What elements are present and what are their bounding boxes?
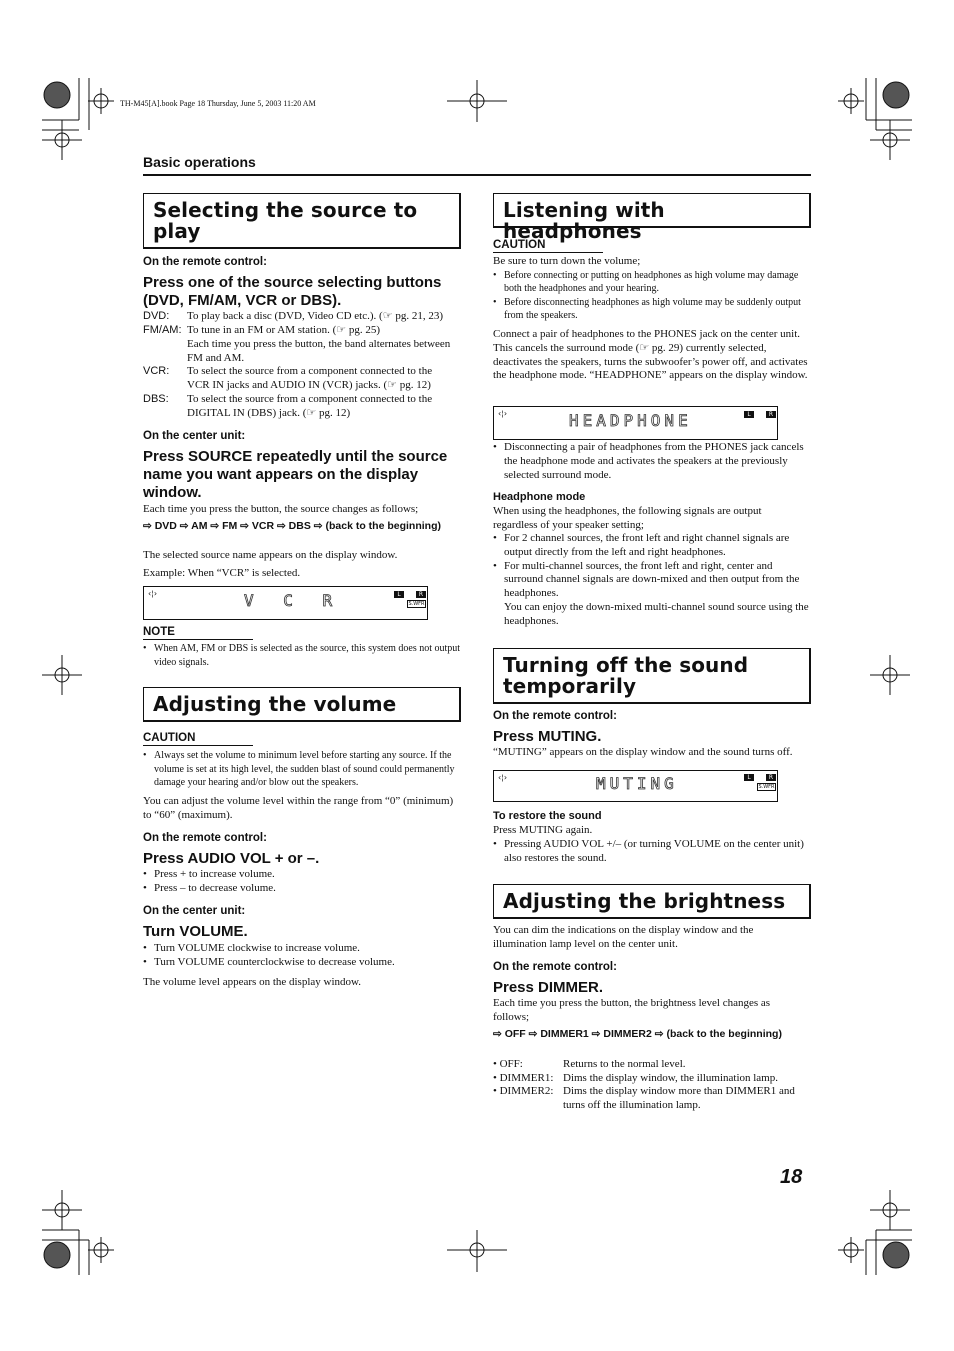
restore-label: To restore the sound <box>493 810 602 822</box>
each-time-text: Each time you press the button, the source changes as follows; <box>143 503 419 515</box>
list-item: • For multi-channel sources, the front left and right, center and surround channel signals are down-mixed and then output from the headphones. <box>493 560 811 601</box>
level-term: DIMMER2: <box>499 1085 554 1097</box>
level-dimmer1: • DIMMER1: <box>493 1072 554 1084</box>
display-indicator-icon: ‹¦› <box>148 589 158 598</box>
level-off: • OFF: <box>493 1058 523 1070</box>
list-item: • Before connecting or putting on headphones as high volume may damage both the headphones and your hearing. <box>493 269 811 296</box>
section-title-brightness: Adjusting the brightness <box>493 884 811 919</box>
display-window-headphone <box>493 406 778 440</box>
display-indicator-icon: ‹¦› <box>498 409 508 418</box>
remote-label: On the remote control: <box>493 961 617 973</box>
center-label: On the center unit: <box>143 905 246 917</box>
list-item: • Before disconnecting headphones as high volume may be suddenly output from the speakers. <box>493 296 811 323</box>
term-dvd-desc: To play back a disc (DVD, Video CD etc.). (☞ pg. 21, 23) <box>187 310 443 322</box>
level-dimmer2-desc: Dims the display window more than DIMMER1 and turns off the illumination lamp. <box>563 1085 795 1111</box>
headphone-mode-label: Headphone mode <box>493 491 586 503</box>
caution-item: • Always set the volume to minimum level before starting any source. If the volume is set at its high level, the sudden blast of sound could permanently damage your hearing and/or blow out the speakers. <box>143 749 463 790</box>
disconnect-list <box>493 441 811 482</box>
list-item: • Turn VOLUME counterclockwise to decrease volume. <box>143 956 463 970</box>
range-text: You can adjust the volume level within the range from “0” (minimum) to “60” (maximum). <box>143 795 454 821</box>
note-item: • When AM, FM or DBS is selected as the source, this system does not output video signals. <box>143 642 463 669</box>
mode-intro: When using the headphones, the following signals are output regardless of your speaker setting; <box>493 505 762 531</box>
center-label: On the center unit: <box>143 430 246 442</box>
section-title-volume: Adjusting the volume <box>143 687 461 722</box>
display-window-muting <box>493 770 778 802</box>
note-label: NOTE <box>143 626 253 640</box>
r-indicator: R <box>766 411 776 418</box>
list-item: • Press – to decrease volume. <box>143 882 453 896</box>
term-dvd: DVD: <box>143 310 170 322</box>
section-title-muting: Turning off the sound temporarily <box>493 648 811 704</box>
center-volume-list <box>143 942 463 970</box>
muting-appears: “MUTING” appears on the display window and the sound turns off. <box>493 746 793 758</box>
list-item: • Turn VOLUME clockwise to increase volume. <box>143 942 463 956</box>
term-fmam: FM/AM: <box>143 324 182 336</box>
term-dbs: DBS: <box>143 393 169 405</box>
r-indicator: R <box>416 591 426 598</box>
example-text: Example: When “VCR” is selected. <box>143 567 301 579</box>
connect-text: Connect a pair of headphones to the PHONES jack on the center unit. This cancels the surround mode (☞ pg. 29) currently selected, deactivates the speakers, turns the subwoofer’s power off, and activates the headphone mode. “HEADPHONE” appears on the display window. <box>493 328 808 382</box>
subwoofer-indicator: S.WFR <box>408 601 425 607</box>
section-title-headphones: Listening with headphones <box>493 193 811 228</box>
level-dimmer2: • DIMMER2: <box>493 1085 554 1097</box>
volume-appears-text: The volume level appears on the display window. <box>143 976 362 988</box>
display-text: HEADPHONE <box>569 411 692 430</box>
level-term: OFF: <box>499 1058 523 1070</box>
selected-note: The selected source name appears on the display window. <box>143 549 398 561</box>
level-term: DIMMER1: <box>499 1072 554 1084</box>
source-sequence: ⇨ DVD ⇨ AM ⇨ FM ⇨ VCR ⇨ DBS ⇨ (back to the beginning) <box>143 520 441 532</box>
list-item: • For 2 channel sources, the front left and right channel signals are output directly from the left and right headphones. <box>493 532 811 560</box>
caution-label: CAUTION <box>143 732 253 746</box>
restore-list <box>493 838 811 866</box>
instruction-turn-volume: Turn VOLUME. <box>143 923 248 940</box>
dimmer-sequence: ⇨ OFF ⇨ DIMMER1 ⇨ DIMMER2 ⇨ (back to the beginning) <box>493 1028 782 1040</box>
caution-list <box>143 749 463 790</box>
restore-text: Press MUTING again. <box>493 824 593 836</box>
term-vcr: VCR: <box>143 365 170 377</box>
remote-volume-list <box>143 868 453 896</box>
page-number: 18 <box>780 1166 803 1188</box>
term-fmam-extra: Each time you press the button, the band alternates between FM and AM. <box>187 338 451 364</box>
l-indicator: L <box>744 774 754 781</box>
term-vcr-desc: To select the source from a component connected to the VCR IN jacks and AUDIO IN (VCR) jacks. (☞ pg. 12) <box>187 365 433 391</box>
remote-label: On the remote control: <box>493 710 617 722</box>
level-off-desc: Returns to the normal level. <box>563 1058 686 1070</box>
list-item: • Disconnecting a pair of headphones from the PHONES jack cancels the headphone mode and activates the speakers at the previously selected surround mode. <box>493 441 811 482</box>
caution-label: CAUTION <box>493 239 603 253</box>
display-window-vcr <box>143 586 428 620</box>
term-dbs-desc: To select the source from a component connected to the DIGITAL IN (DBS) jack. (☞ pg. 12) <box>187 393 433 419</box>
note-list <box>143 642 463 669</box>
remote-label: On the remote control: <box>143 256 267 268</box>
list-item: • Pressing AUDIO VOL +/– (or turning VOLUME on the center unit) also restores the sound. <box>493 838 811 866</box>
mode-extra: You can enjoy the down-mixed multi-channel sound source using the headphones. <box>504 601 809 627</box>
display-indicator-icon: ‹¦› <box>498 773 508 782</box>
instruction-dimmer: Press DIMMER. <box>493 979 604 996</box>
display-text: MUTING <box>596 774 678 793</box>
subwoofer-indicator: S.WFR <box>758 784 775 790</box>
instruction-source: Press SOURCE repeatedly until the source name you want appears on the display window. <box>143 448 448 501</box>
r-indicator: R <box>766 774 776 781</box>
brightness-intro: You can dim the indications on the display window and the illumination lamp level on the center unit. <box>493 924 754 950</box>
level-dimmer1-desc: Dims the display window, the illumination lamp. <box>563 1072 778 1084</box>
caution-list <box>493 269 811 322</box>
display-text: V C R <box>244 591 343 610</box>
header-rule <box>143 174 811 176</box>
l-indicator: L <box>394 591 404 598</box>
instruction: Press one of the source selecting buttons (DVD, FM/AM, VCR or DBS). <box>143 274 442 309</box>
dimmer-each-time: Each time you press the button, the brightness level changes as follows; <box>493 997 771 1023</box>
caution-intro: Be sure to turn down the volume; <box>493 255 641 267</box>
term-fmam-desc: To tune in an FM or AM station. (☞ pg. 25) <box>187 324 381 336</box>
running-header: Basic operations <box>143 154 256 170</box>
l-indicator: L <box>744 411 754 418</box>
remote-label: On the remote control: <box>143 832 267 844</box>
mode-list <box>493 532 811 601</box>
instruction-muting: Press MUTING. <box>493 728 602 745</box>
instruction-volume: Press AUDIO VOL + or –. <box>143 850 320 867</box>
file-header: TH-M45[A].book Page 18 Thursday, June 5, 2003 11:20 AM <box>120 99 316 108</box>
section-title-source: Selecting the source to play <box>143 193 461 249</box>
list-item: • Press + to increase volume. <box>143 868 453 882</box>
